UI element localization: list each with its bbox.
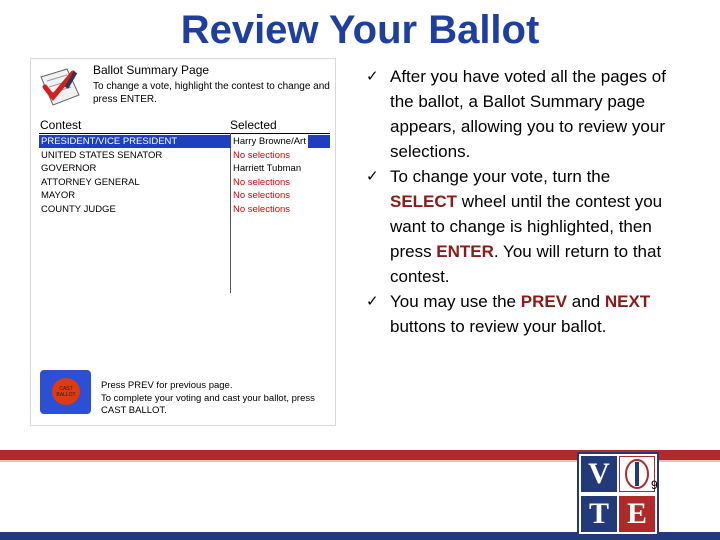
contest-name: UNITED STATES SENATOR: [41, 149, 163, 161]
ballot-instructions: To change a vote, highlight the contest to change and press ENTER.: [93, 81, 330, 105]
cast-ballot-button[interactable]: [40, 370, 91, 414]
contest-row[interactable]: [39, 162, 330, 175]
emphasized-term: PREV: [520, 292, 568, 311]
cast-ballot-label: CAST BALLOT: [52, 378, 80, 405]
bullet-item: [360, 164, 680, 289]
ballot-footer-instructions: [101, 380, 331, 418]
emphasized-term: SELECT: [390, 192, 458, 211]
contest-row[interactable]: [39, 189, 330, 202]
bullet-text: To change your vote, turn the: [390, 167, 611, 186]
contest-name: GOVERNOR: [41, 163, 97, 175]
contest-column-header: Contest: [40, 118, 82, 132]
slide-title: Review Your Ballot: [180, 8, 540, 52]
contest-selection: No selections: [233, 149, 291, 161]
logo-letter-v: V: [581, 456, 617, 492]
bullet-text: . You will return to that contest.: [390, 242, 662, 286]
emphasized-term: NEXT: [604, 292, 651, 311]
contest-selection: No selections: [233, 190, 291, 202]
complete-voting-text: To complete your voting and cast your ballot, press CAST BALLOT.: [101, 392, 315, 416]
contest-header-rule: [39, 133, 233, 134]
page-number: 9: [651, 478, 658, 492]
contest-selection: No selections: [233, 176, 291, 188]
bullet-text: and: [567, 292, 605, 311]
contest-row[interactable]: [39, 135, 330, 148]
ballot-summary-screenshot: [30, 58, 336, 426]
selected-header-rule: [230, 133, 330, 134]
checkmark-icon: ✓: [366, 168, 379, 185]
ballot-summary-heading: Ballot Summary Page: [93, 63, 210, 77]
vote-logo: [577, 452, 659, 536]
contest-name: PRESIDENT/VICE PRESIDENT: [41, 136, 178, 147]
bullet-text: You may use the: [390, 292, 521, 311]
bullet-item: [360, 64, 680, 164]
logo-letter-e: E: [619, 496, 655, 532]
bullet-text: After you have voted all the pages of the ballot, a Ballot Summary page appears, allowing you to review your selections.: [390, 67, 666, 161]
contest-row[interactable]: [39, 176, 330, 189]
contest-name: COUNTY JUDGE: [41, 204, 116, 215]
contest-selection: Harriett Tubman: [233, 163, 302, 175]
ballot-slot-icon: [620, 457, 654, 491]
bullet-text: buttons to review your ballot.: [390, 317, 607, 336]
ballot-checkmark-icon: [37, 67, 83, 107]
contest-selection: No selections: [233, 204, 291, 215]
contest-row[interactable]: [39, 149, 330, 162]
contest-selection: Harry Browne/Art: [233, 136, 306, 147]
bullet-list: [360, 64, 680, 339]
logo-ballot-icon: [619, 456, 655, 492]
bullet-text: wheel until the contest you want to change is highlighted, then press: [390, 192, 663, 261]
contest-name: MAYOR: [41, 190, 76, 202]
logo-letter-t: T: [581, 496, 617, 532]
contest-row[interactable]: [39, 203, 330, 216]
contest-name: ATTORNEY GENERAL: [41, 176, 140, 188]
checkmark-icon: ✓: [366, 293, 379, 310]
checkmark-icon: ✓: [366, 68, 379, 85]
selected-column-header: Selected: [230, 118, 277, 132]
bullet-item: [360, 289, 680, 339]
emphasized-term: ENTER: [436, 242, 494, 261]
press-prev-text: Press PREV for previous page.: [101, 380, 233, 391]
